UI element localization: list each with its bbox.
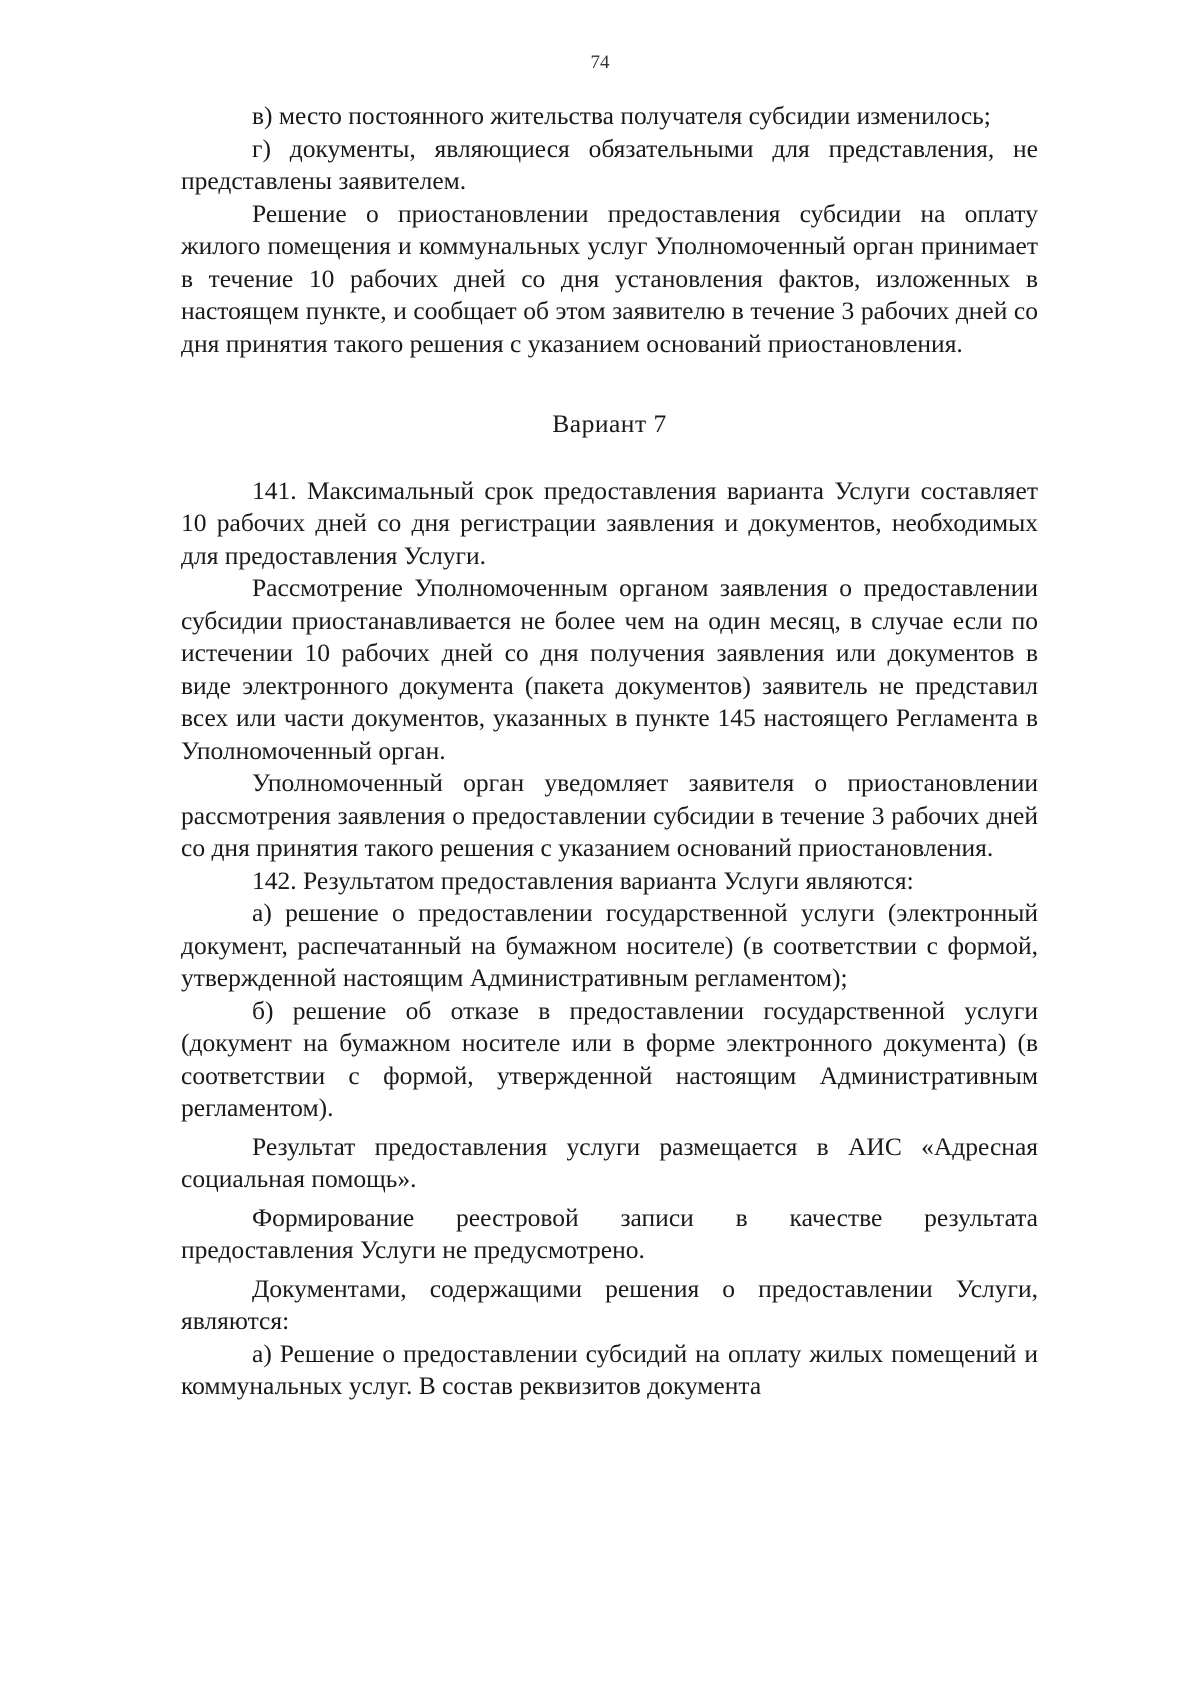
paragraph-item-v: в) место постоянного жительства получателя субсидии изменилось; bbox=[252, 101, 991, 130]
paragraph-registry-record: Формирование реестровой записи в качестве результата предоставления Услуги не предусмотрено. bbox=[181, 1202, 1038, 1264]
paragraph-141: 141. Максимальный срок предоставления варианта Услуги составляет 10 рабочих дней со дня регистрации заявления и документов, необходимых для предоставления Услуги. bbox=[181, 475, 1038, 570]
page-number: 74 bbox=[590, 52, 610, 73]
paragraph-suspension-decision: Решение о приостановлении предоставления субсидии на оплату жилого помещения и коммунальных услуг Уполномоченный орган принимает в течение 10 рабочих дней со дня установления фактов, изложенных в настоящем пункте, и сообщает об этом заявителю в течение 3 рабочих дней со дня принятия такого решения с указанием оснований приостановления. bbox=[181, 198, 1038, 358]
paragraph-result-placement: Результат предоставления услуги размещается в АИС «Адресная социальная помощь». bbox=[181, 1131, 1038, 1193]
paragraph-142-a: а) решение о предоставлении государственной услуги (электронный документ, распечатанный на бумажном носителе) (в соответствии с формой, утвержденной настоящим Административным регламентом); bbox=[181, 898, 1038, 992]
paragraph-notification: Уполномоченный орган уведомляет заявителя о приостановлении рассмотрения заявления о предоставлении субсидии в течение 3 рабочих дней со дня принятия такого решения с указанием оснований приостановления. bbox=[181, 768, 1038, 862]
paragraph-142: 142. Результатом предоставления варианта Услуги являются: bbox=[252, 865, 914, 895]
paragraph-decision-documents: Документами, содержащими решения о предоставлении Услуги, являются: bbox=[181, 1273, 1038, 1335]
paragraph-item-g: г) документы, являющиеся обязательными для представления, не представлены заявителем. bbox=[181, 133, 1038, 195]
paragraph-142-b: б) решение об отказе в предоставлении государственной услуги (документ на бумажном носителе или в форме электронного документа) (в соответствии с формой, утвержденной настоящим Административным регламентом). bbox=[181, 995, 1038, 1122]
document-body bbox=[181, 100, 1038, 1403]
paragraph-decision-documents-a: а) Решение о предоставлении субсидий на оплату жилых помещений и коммунальных услуг. В состав реквизитов документа bbox=[181, 1338, 1038, 1400]
section-heading: Вариант 7 bbox=[552, 409, 667, 438]
paragraph-review-suspension: Рассмотрение Уполномоченным органом заявления о предоставлении субсидии приостанавливается не более чем на один месяц, в случае если по истечении 10 рабочих дней со дня получения заявления или документов в виде электронного документа (пакета документов) заявитель не представил всех или части документов, указанных в пункте 145 настоящего Регламента в Уполномоченный орган. bbox=[181, 573, 1038, 765]
